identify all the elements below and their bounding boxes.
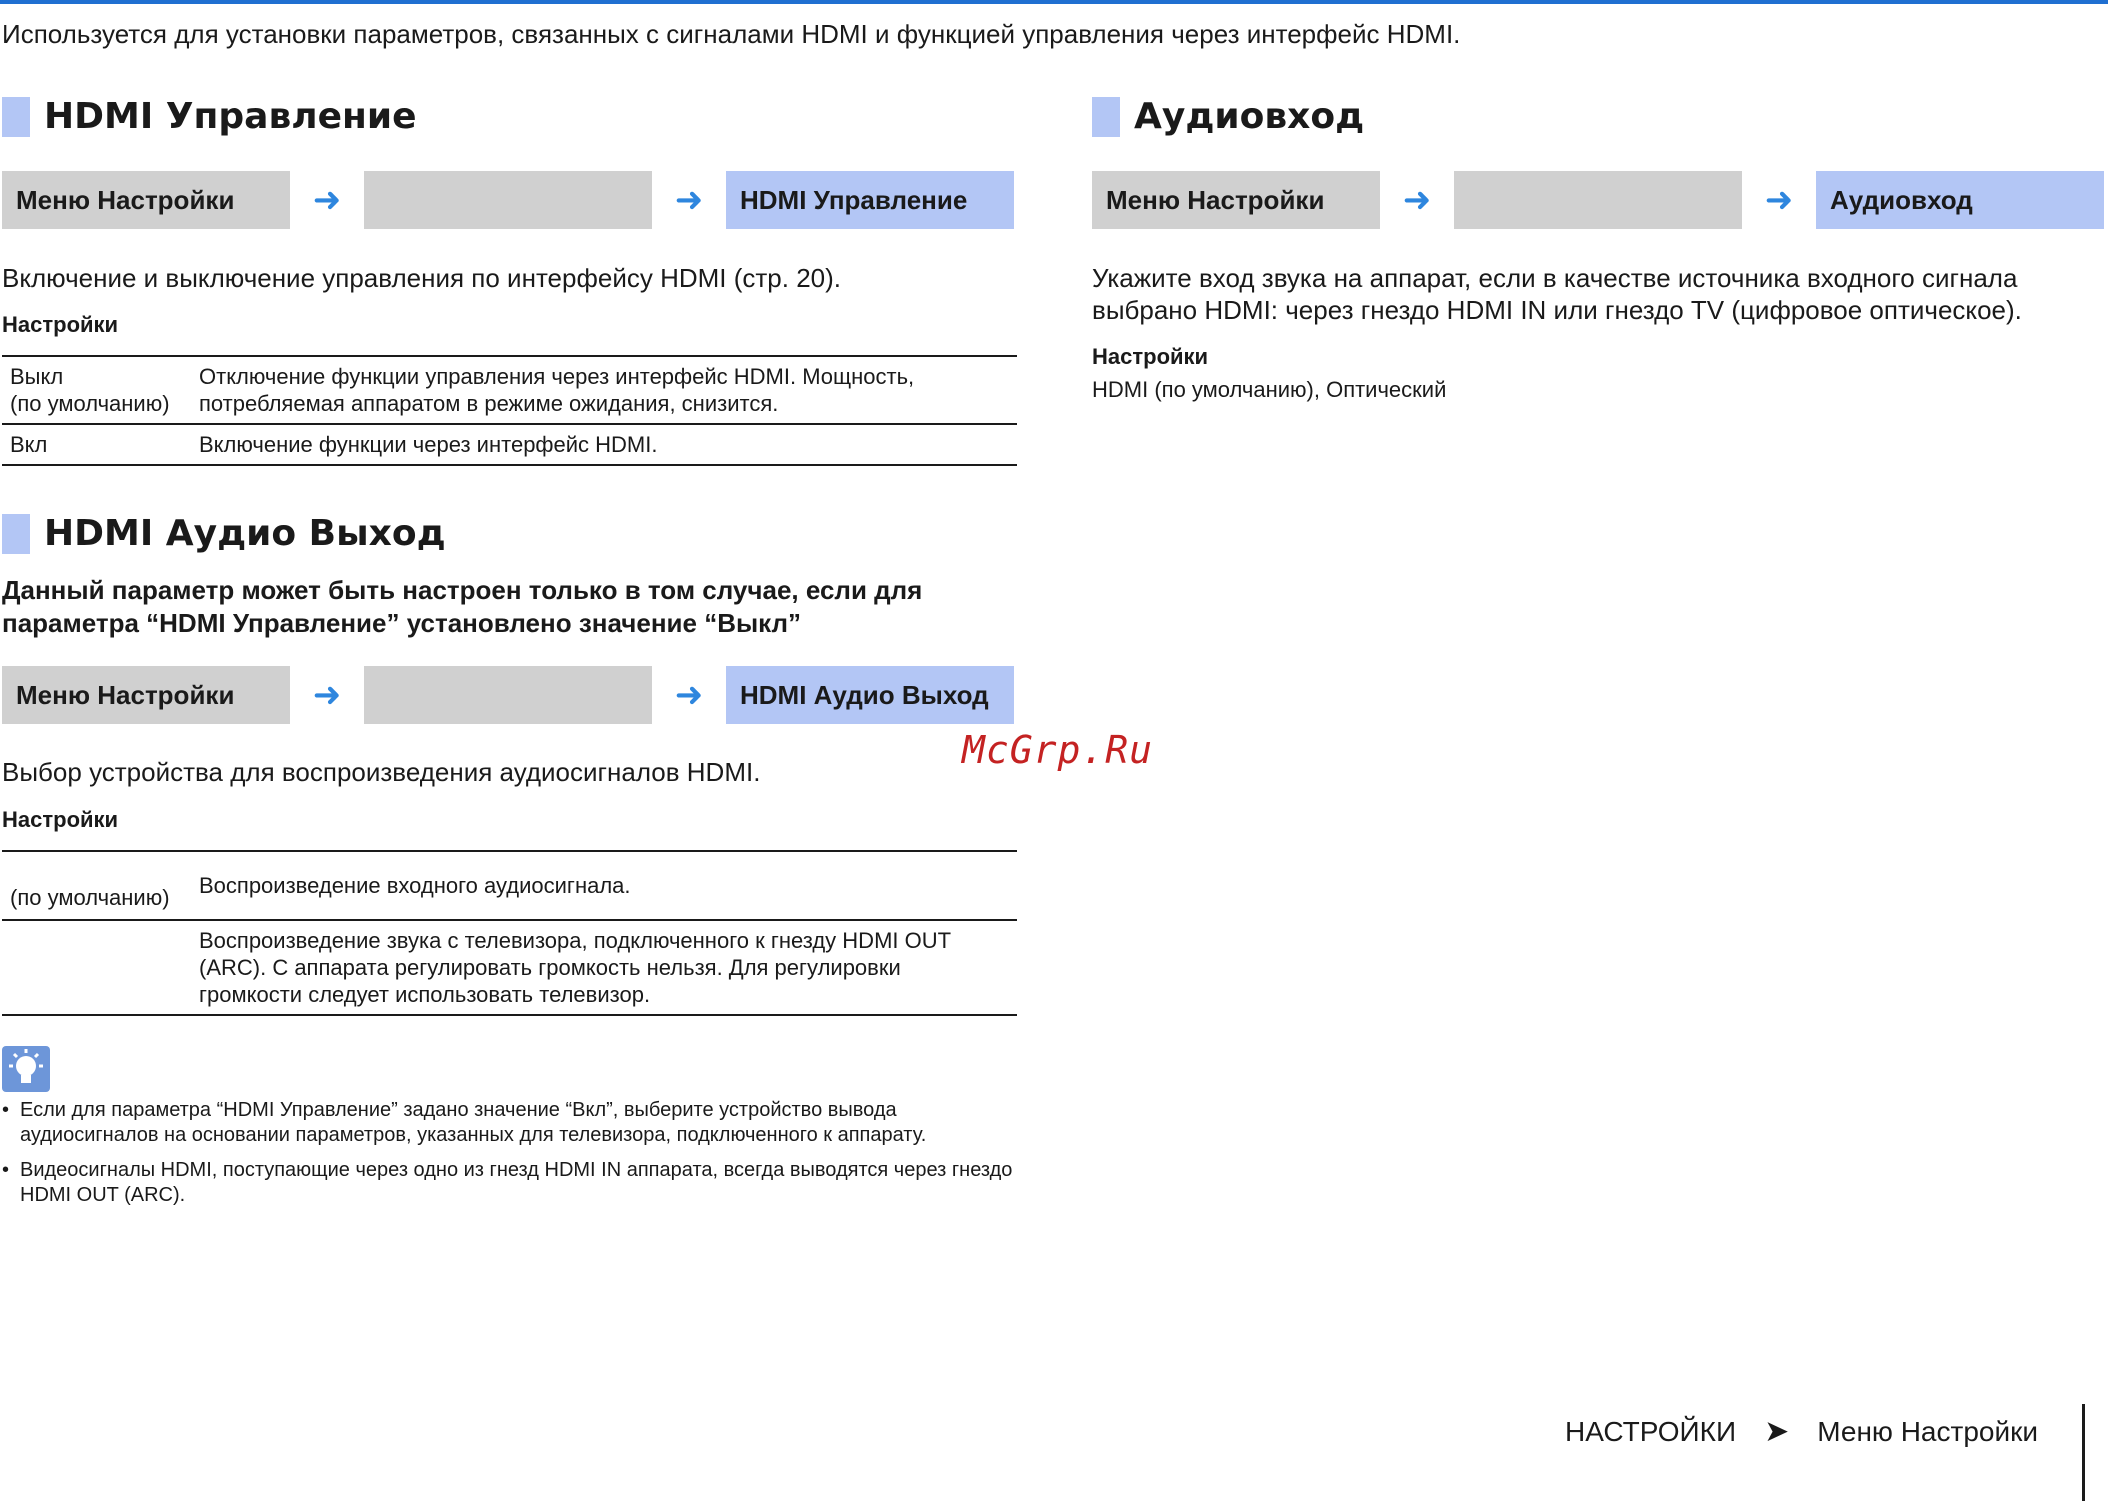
hdmi-audio-out-description: Выбор устройства для воспроизведения аудиосигналов HDMI.	[2, 757, 761, 787]
settings-label: Настройки	[2, 807, 119, 832]
path-step-current: HDMI Аудио Выход	[726, 666, 1014, 724]
table-row	[2, 424, 1017, 465]
path-step-setup-menu: Меню Настройки	[2, 171, 290, 229]
list-item	[2, 1158, 1022, 1208]
path-step-current: HDMI Управление	[726, 171, 1014, 229]
table-row	[2, 356, 1017, 424]
section-title-audio-in	[1092, 96, 1364, 137]
setting-value: Воспроизведение звука с телевизора, подключенного к гнезду HDMI OUT (ARC). С аппарата регулировать громкость нельзя. Для регулировки громкости следует использовать телевизор.	[191, 920, 1017, 1015]
arrow-right-icon: ➜	[674, 181, 704, 219]
setting-key	[2, 920, 191, 1015]
section-marker	[1092, 97, 1120, 137]
path-step-current: Аудиовход	[1816, 171, 2104, 229]
path-step-empty	[1454, 171, 1742, 229]
hdmi-control-settings-table	[2, 355, 1017, 466]
footer-breadcrumb	[1565, 1414, 2038, 1449]
top-accent-bar	[0, 0, 2108, 4]
bullet: •	[2, 1099, 10, 1121]
setting-key: Вкл	[2, 424, 191, 465]
hdmi-control-description: Включение и выключение управления по интерфейсу HDMI (стр. 20).	[2, 263, 842, 293]
section-title-hdmi-audio-out	[2, 513, 446, 554]
breadcrumb-section: НАСТРОЙКИ	[1565, 1415, 1737, 1447]
arrow-right-icon: ➜	[1764, 181, 1794, 219]
setting-value: Отключение функции управления через интерфейс HDMI. Мощность, потребляемая аппаратом в режиме ожидания, снизится.	[191, 356, 1017, 424]
arrow-right-icon: ➜	[312, 181, 342, 219]
settings-label: Настройки	[2, 312, 119, 337]
audio-in-settings-values: HDMI (по умолчанию), Оптический	[1092, 377, 1447, 402]
arrow-right-icon: ➜	[312, 676, 342, 714]
bullet: •	[2, 1159, 10, 1181]
hdmi-audio-out-note: Данный параметр может быть настроен только в том случае, если для параметра “HDMI Управление” установлено значение “Выкл”	[2, 575, 923, 638]
path-step-empty	[364, 666, 652, 724]
setting-key: (по умолчанию)	[2, 851, 191, 920]
path-step-setup-menu: Меню Настройки	[1092, 171, 1380, 229]
intro-text: Используется для установки параметров, связанных с сигналами HDMI и функцией управления через интерфейс HDMI.	[2, 19, 1461, 49]
arrow-right-icon: ➜	[1402, 181, 1432, 219]
audio-in-description: Укажите вход звука на аппарат, если в качестве источника входного сигнала выбрано HDMI: через гнездо HDMI IN или гнездо TV (цифровое оптическое).	[1092, 263, 2022, 325]
table-row	[2, 851, 1017, 920]
hdmi-audio-out-settings-table	[2, 850, 1017, 1016]
breadcrumb-current: Меню Настройки	[1817, 1415, 2038, 1447]
lightbulb-icon	[2, 1046, 50, 1092]
section-marker	[2, 514, 30, 554]
section-title-text: HDMI Аудио Выход	[44, 513, 446, 554]
list-item	[2, 1098, 1022, 1148]
setting-key: Выкл (по умолчанию)	[2, 356, 191, 424]
arrow-right-icon: ➜	[674, 676, 704, 714]
path-step-empty	[364, 171, 652, 229]
table-row	[2, 920, 1017, 1015]
tip-text: Если для параметра “HDMI Управление” задано значение “Вкл”, выберите устройство вывода аудиосигналов на основании параметров, указанных для телевизора, подключенного к аппарату.	[20, 1099, 927, 1146]
arrow-right-icon: ➤	[1764, 1415, 1790, 1448]
section-marker	[2, 97, 30, 137]
setting-value: Включение функции через интерфейс HDMI.	[191, 424, 1017, 465]
footer-divider	[2082, 1404, 2085, 1501]
menu-path-audio-in	[1092, 171, 2104, 229]
tips-list	[2, 1098, 1022, 1218]
menu-path-hdmi-control	[2, 171, 1014, 229]
section-title-text: HDMI Управление	[44, 96, 417, 137]
settings-label: Настройки	[1092, 344, 1209, 369]
setting-value: Воспроизведение входного аудиосигнала.	[191, 851, 1017, 920]
section-title-text: Аудиовход	[1134, 96, 1365, 137]
watermark: McGrp.Ru	[962, 728, 1154, 772]
path-step-setup-menu: Меню Настройки	[2, 666, 290, 724]
tip-text: Видеосигналы HDMI, поступающие через одно из гнезд HDMI IN аппарата, всегда выводятся через гнездо HDMI OUT (ARC).	[20, 1159, 1013, 1206]
section-title-hdmi-control	[2, 96, 417, 137]
menu-path-hdmi-audio-out	[2, 666, 1014, 724]
